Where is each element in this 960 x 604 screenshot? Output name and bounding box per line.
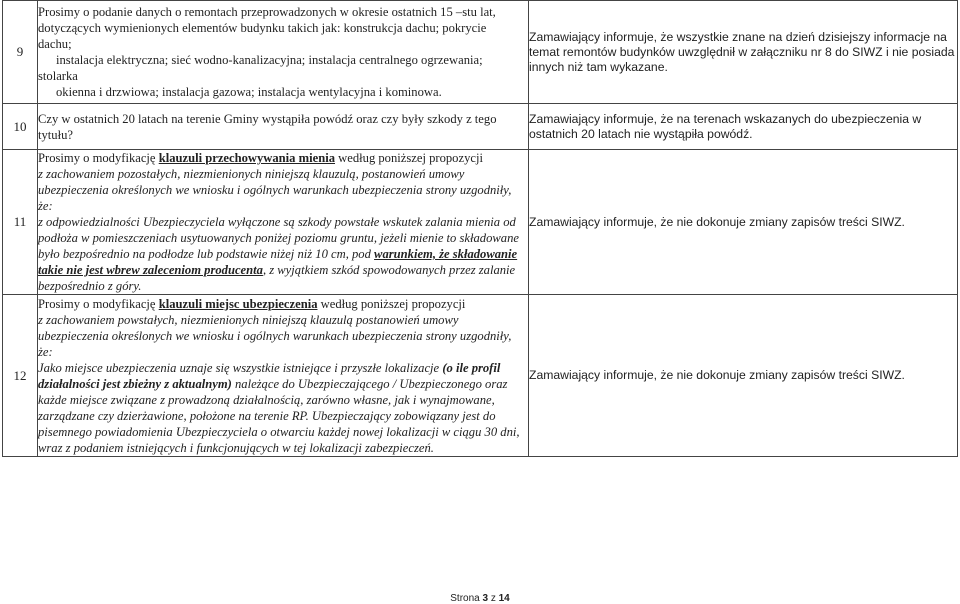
question-cell: [38, 150, 529, 295]
table-row: [3, 150, 958, 295]
clause-name: klauzuli miejsc ubezpieczenia: [158, 296, 318, 311]
table-row: [3, 104, 958, 150]
row-number: 11: [3, 150, 38, 295]
page-number: 3: [482, 593, 489, 604]
question-line: dotyczących wymienionych elementów budynku takich jak: konstrukcja dachu; pokrycie: [38, 21, 487, 35]
question-line: stolarka: [38, 69, 78, 83]
question-cell: [38, 1, 529, 104]
questions-table: [2, 0, 958, 457]
row-number: 10: [3, 104, 38, 150]
page-footer: Strona 3 z 14: [450, 593, 510, 604]
answer-cell: Zamawiający informuje, że nie dokonuje zmiany zapisów treści SIWZ.: [529, 150, 958, 295]
row-number: 9: [3, 1, 38, 104]
question-paragraph: z odpowiedzialności Ubezpieczyciela wyłączone są szkody powstałe wskutek zalania mienia od podłoża w pomieszczeniach usytuowanych poniżej poziomu gruntu, jeżeli mienie to składowane było bezpośrednio na podłodze lub podstawie niżej niż 10 cm, pod warunkiem, że składowanie takie nie jest wbrew zaleceniom producenta, z wyjątkiem szkód spowodowanych przez zalanie bezpośrednio z góry.: [38, 215, 519, 293]
question-line: okienna i drzwiowa; instalacja gazowa; instalacja wentylacyjna i kominowa.: [56, 85, 442, 99]
question-paragraph: Jako miejsce ubezpieczenia uznaje się wszystkie istniejące i przyszłe lokalizacje (o ile profil działalności jest zbieżny z aktualnym) należące do Ubezpieczającego / Ubezpieczonego oraz każde miejsce związane z prowadzoną działalnością, zarówno własne, jak i wynajmowane, zarządzane czy dzierżawione, położone na terenie RP. Ubezpieczający zobowiązany jest do pisemnego powiadomienia Ubezpieczyciela o otwarciu każdej nowej lokalizacji w ciągu 30 dni, wraz z podaniem istniejących i funkcjonujących w tej lokalizacji zabezpieczeń.: [38, 360, 520, 455]
question-paragraph: z zachowaniem pozostałych, niezmienionych niniejszą klauzulą, postanowień umowy ubezpieczenia określonych we wniosku i ogólnych warunkach ubezpieczenia strony uzgodniły, że:: [38, 167, 512, 213]
question-line: Czy w ostatnich 20 latach na terenie Gminy wystąpiła powódź oraz czy były szkody z tego: [38, 111, 497, 126]
question-line: dachu;: [38, 37, 72, 51]
table-row: [3, 1, 958, 104]
question-paragraph: Prosimy o modyfikację klauzuli przechowywania mienia według poniższej propozycji: [38, 151, 483, 165]
question-cell: [38, 104, 529, 150]
row-number: 12: [3, 295, 38, 457]
table-row: [3, 295, 958, 457]
answer-cell: Zamawiający informuje, że wszystkie znane na dzień dzisiejszy informacje na temat remontów budynków uwzględnił w załączniku nr 8 do SIWZ i nie posiada innych niż tam wykazane.: [529, 1, 958, 104]
answer-cell: Zamawiający informuje, że nie dokonuje zmiany zapisów treści SIWZ.: [529, 295, 958, 457]
question-paragraph: Prosimy o modyfikację klauzuli miejsc ubezpieczenia według poniższej propozycji: [38, 296, 466, 311]
question-line: instalacja elektryczna; sieć wodno-kanalizacyjna; instalacja centralnego ogrzewania;: [56, 53, 483, 67]
question-cell: [38, 295, 529, 457]
emphasis-text: warunkiem, że składowanie takie nie jest wbrew zaleceniom producenta: [38, 247, 518, 277]
clause-name: klauzuli przechowywania mienia: [158, 151, 336, 165]
answer-cell: Zamawiający informuje, że na terenach wskazanych do ubezpieczenia w ostatnich 20 latach nie wystąpiła powódź.: [529, 104, 958, 150]
question-line: tytułu?: [38, 127, 73, 142]
question-line: Prosimy o podanie danych o remontach przeprowadzonych w okresie ostatnich 15 –stu lat,: [38, 5, 496, 19]
emphasis-text: (o ile profil działalności jest zbieżny z aktualnym): [38, 360, 501, 391]
page-total: 14: [498, 593, 510, 604]
question-paragraph: z zachowaniem powstałych, niezmienionych niniejszą klauzulą postanowień umowy ubezpieczenia określonych we wniosku i ogólnych warunkach ubezpieczenia strony uzgodniły, że:: [38, 312, 512, 359]
